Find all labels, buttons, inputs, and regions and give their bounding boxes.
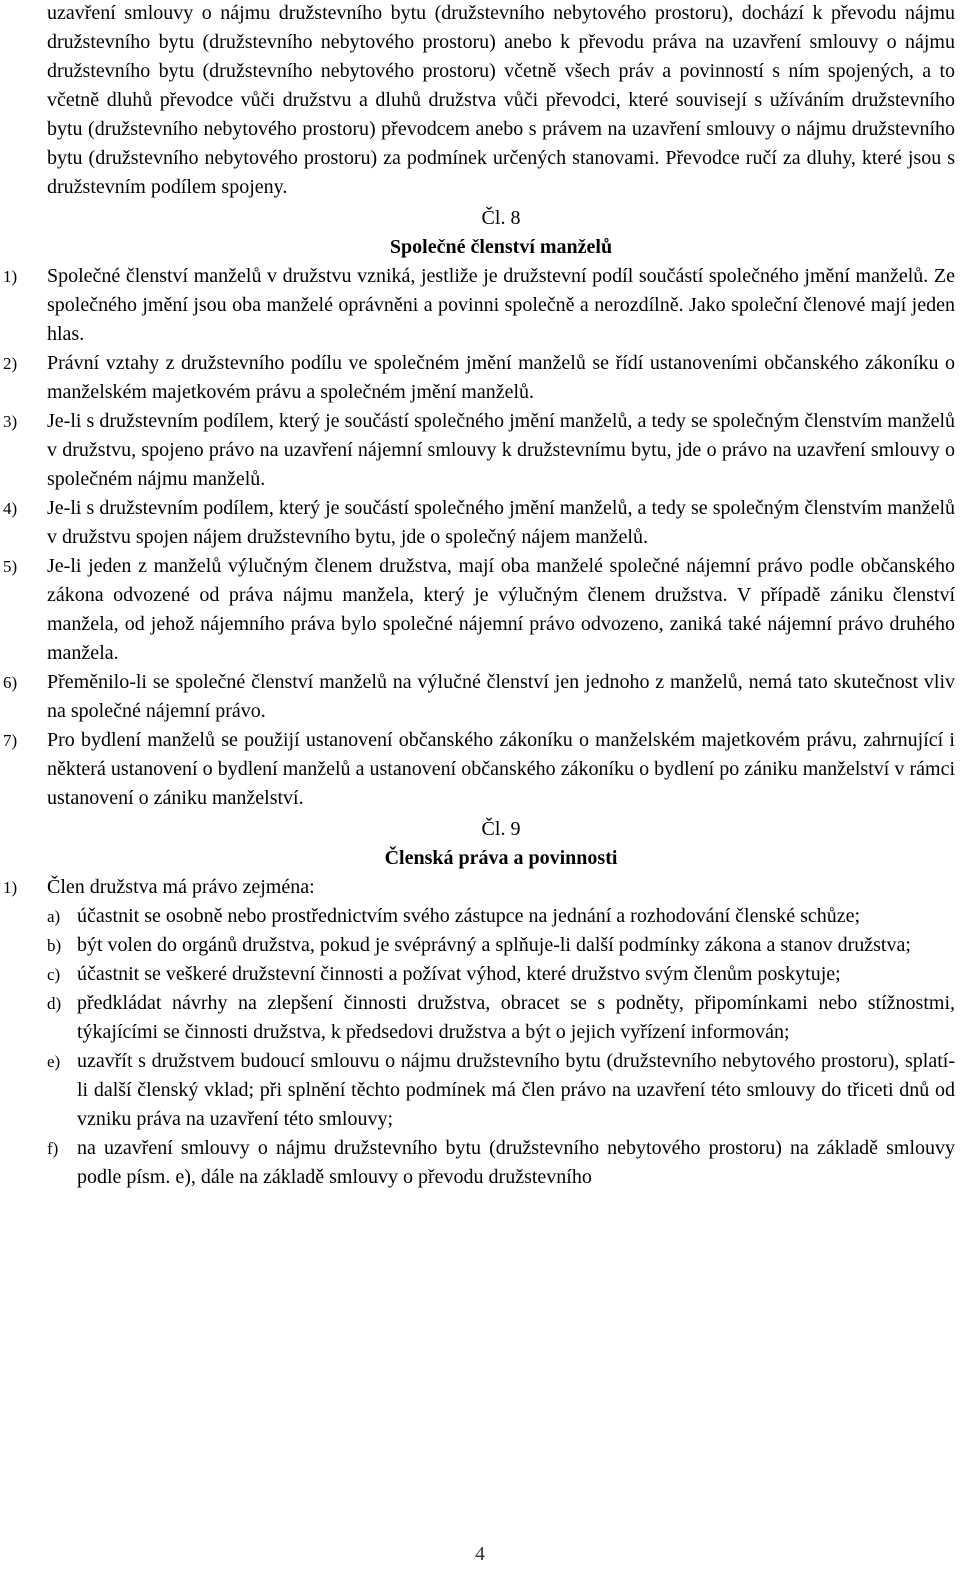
sub-item-text: být volen do orgánů družstva, pokud je svéprávný a splňuje-li další podmínky zákona a stanov družstva; (77, 934, 911, 956)
item-number: 1) (3, 878, 18, 897)
item-number: 3) (3, 412, 18, 431)
sub-list-item (47, 960, 955, 989)
sub-item-text: předkládat návrhy na zlepšení činnosti družstva, obracet se s podněty, připomínkami nebo stížnostmi, týkajícími se činnosti družstva, k předsedovi družstva a být o jejich vyřízení informován; (77, 992, 955, 1043)
list-item (3, 726, 955, 813)
sub-list-item (47, 931, 955, 960)
sub-item-letter: f) (47, 1139, 59, 1158)
sub-list-item (47, 989, 955, 1047)
item-number: 1) (3, 267, 18, 286)
sub-list-item (47, 1134, 955, 1192)
sub-item-text: na uzavření smlouvy o nájmu družstevního bytu (družstevního nebytového prostoru) na základě smlouvy podle písm. e), dále na základě smlouvy o převodu družstevního (77, 1137, 955, 1188)
page-number: 4 (475, 1543, 485, 1565)
item-number: 4) (3, 499, 18, 518)
sub-item-letter: a) (47, 907, 61, 926)
item-number: 2) (3, 354, 18, 373)
list-item (3, 407, 955, 494)
item-text: Člen družstva má právo zejména: (47, 876, 315, 898)
list-item (3, 349, 955, 407)
item-number: 5) (3, 557, 18, 576)
sub-item-text: uzavřít s družstvem budoucí smlouvu o nájmu družstevního bytu (družstevního nebytového prostoru), splatí-li další členský vklad; při splnění těchto podmínek má člen právo na uzavření této smlouvy do třiceti dnů od vzniku práva na uzavření této smlouvy; (77, 1050, 955, 1130)
item-text: Právní vztahy z družstevního podílu ve společném jmění manželů se řídí ustanoveními občanského zákoníku o manželském majetkovém právu a společném jmění manželů. (47, 352, 955, 403)
item-text: Je-li s družstevním podílem, který je součástí společného jmění manželů, a tedy se společným členstvím manželů v družstvu, spojeno právo na uzavření nájemní smlouvy k družstevnímu bytu, jde o právo na uzavření smlouvy o společném nájmu manželů. (47, 410, 955, 490)
item-number: 6) (3, 673, 18, 692)
item-text: Přeměnilo-li se společné členství manželů na výlučné členství jen jednoho z manželů, nemá tato skutečnost vliv na společné nájemní právo. (47, 671, 955, 722)
sub-list-item (47, 902, 955, 931)
list-item (3, 262, 955, 349)
sub-item-text: účastnit se veškeré družstevní činnosti a požívat výhod, které družstvo svým členům poskytuje; (77, 963, 841, 985)
article-9-number: Čl. 9 (481, 818, 521, 840)
list-item (3, 668, 955, 726)
document-page (3, 0, 955, 1192)
item-text: Je-li jeden z manželů výlučným členem družstva, mají oba manželé společné nájemní právo podle občanského zákona odvozené od práva nájmu manžela, který je výlučným členem družstva. V případě zániku členství manžela, od jehož nájemního práva bylo společné nájemní právo odvozeno, zaniká také nájemní právo druhého manžela. (47, 555, 955, 664)
article-8-title: Společné členství manželů (389, 236, 613, 258)
item-number: 7) (3, 731, 18, 750)
sub-item-letter: d) (47, 994, 62, 1013)
list-item (3, 552, 955, 668)
item-text: Pro bydlení manželů se použijí ustanovení občanského zákoníku o manželském majetkovém právu, zahrnující i některá ustanovení o bydlení manželů a ustanovení občanského zákoníku o bydlení po zániku manželství v rámci ustanovení o zániku manželství. (47, 729, 955, 809)
article-8-number: Čl. 8 (481, 207, 521, 229)
article-9-subitems (47, 902, 955, 1192)
list-item (3, 494, 955, 552)
article-8-items (3, 262, 955, 813)
sub-item-text: účastnit se osobně nebo prostřednictvím svého zástupce na jednání a rozhodování členské schůze; (77, 905, 861, 927)
article-9-title: Členská práva a povinnosti (384, 847, 618, 869)
sub-item-letter: c) (47, 965, 61, 984)
item-text: Je-li s družstevním podílem, který je součástí společného jmění manželů, a tedy se společným členstvím manželů v družstvu spojen nájem družstevního bytu, jde o společný nájem manželů. (47, 497, 955, 548)
item-text: Společné členství manželů v družstvu vzniká, jestliže je družstevní podíl součástí společného jmění manželů. Ze společného jmění jsou oba manželé oprávněni a povinni společně a nerozdílně. Jako společní členové mají jeden hlas. (47, 265, 955, 345)
sub-item-letter: e) (47, 1052, 61, 1071)
sub-list-item (47, 1047, 955, 1134)
intro-paragraph: uzavření smlouvy o nájmu družstevního bytu (družstevního nebytového prostoru), dochází k převodu nájmu družstevního bytu (družstevního nebytového prostoru) anebo k převodu práva na uzavření smlouvy o nájmu družstevního bytu (družstevního nebytového prostoru) včetně všech práv a povinností s ním spojených, a to včetně dluhů převodce vůči družstvu a dluhů družstva vůči převodci, které souvisejí s užíváním družstevního bytu (družstevního nebytového prostoru) převodcem anebo s právem na uzavření smlouvy o nájmu družstevního bytu (družstevního nebytového prostoru) za podmínek určených stanovami. Převodce ručí za dluhy, které jsou s družstevním podílem spojeny. (47, 2, 955, 198)
sub-item-letter: b) (47, 936, 62, 955)
list-item (3, 873, 955, 902)
